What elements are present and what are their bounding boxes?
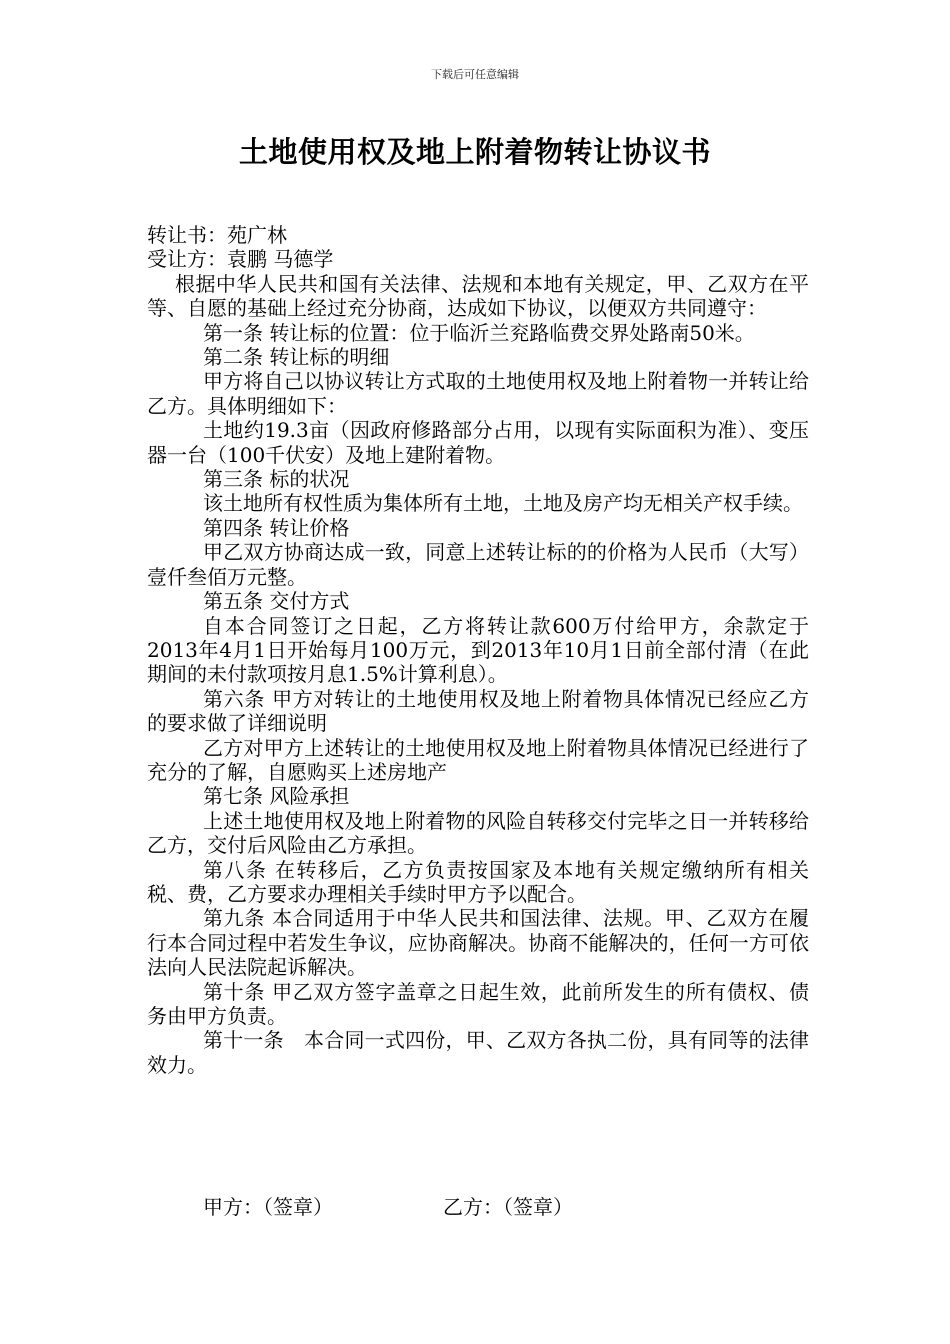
header-note: 下载后可任意编辑 — [431, 68, 519, 81]
clause-5-title: 第五条 交付方式 — [203, 589, 350, 614]
document-body — [147, 223, 809, 1077]
clause-9: 第九条 本合同适用于中华人民共和国法律、法规。甲、乙双方在履行本合同过程中若发生争议，应协商解决。协商不能解决的，任何一方可依法向人民法院起诉解决。 — [147, 906, 809, 980]
clause-2-title: 第二条 转让标的明细 — [203, 345, 390, 370]
transferee-line: 受让方：袁鹏 马德学 — [147, 247, 334, 272]
clause-8: 第八条 在转移后，乙方负责按国家及本地有关规定缴纳所有相关税、费，乙方要求办理相关手续时甲方予以配合。 — [147, 857, 809, 906]
party-a-signature: 甲方：（签章） — [203, 1195, 333, 1219]
clause-5-paragraph: 自本合同签订之日起，乙方将转让款600万付给甲方，余款定于2013年4月1日开始每月100万元，到2013年10月1日前全部付清（在此期间的未付款项按月息1.5%计算利息）。 — [147, 613, 809, 687]
clause-3-title: 第三条 标的状况 — [203, 467, 350, 492]
clause-6-paragraph: 乙方对甲方上述转让的土地使用权及地上附着物具体情况已经进行了充分的了解，自愿购买上述房地产 — [147, 735, 809, 784]
clause-7-paragraph: 上述土地使用权及地上附着物的风险自转移交付完毕之日一并转移给乙方，交付后风险由乙方承担。 — [147, 808, 809, 858]
clause-6: 第六条 甲方对转让的土地使用权及地上附着物具体情况已经应乙方的要求做了详细说明 — [147, 686, 809, 736]
party-b-signature: 乙方：（签章） — [443, 1195, 573, 1219]
transferor-line: 转让书：苑广林 — [147, 223, 287, 247]
signature-block — [203, 1195, 573, 1219]
clause-11: 第十一条 本合同一式四份，甲、乙双方各执二份，具有同等的法律效力。 — [147, 1028, 809, 1077]
clause-4-title: 第四条 转让价格 — [203, 515, 350, 540]
clause-2-paragraph-2: 土地约19.3亩（因政府修路部分占用，以现有实际面积为准）、变压器一台（100千伏安）及地上建附着物。 — [147, 418, 809, 467]
preamble-paragraph: 根据中华人民共和国有关法律、法规和本地有关规定，甲、乙双方在平等、自愿的基础上经过充分协商，达成如下协议，以便双方共同遵守： — [147, 271, 809, 321]
clause-7-title: 第七条 风险承担 — [203, 784, 350, 809]
clause-3-paragraph: 该土地所有权性质为集体所有土地，土地及房产均无相关产权手续。 — [203, 491, 803, 516]
document-title: 土地使用权及地上附着物转让协议书 — [238, 135, 711, 169]
clause-10: 第十条 甲乙双方签字盖章之日起生效，此前所发生的所有债权、债务由甲方负责。 — [147, 979, 809, 1028]
clause-1: 第一条 转让标的位置：位于临沂兰兖路临费交界处路南50米。 — [203, 320, 755, 345]
clause-2-paragraph-1: 甲方将自己以协议转让方式取的土地使用权及地上附着物一并转让给乙方。具体明细如下： — [147, 369, 809, 418]
clause-4-paragraph: 甲乙双方协商达成一致，同意上述转让标的的价格为人民币（大写）壹仟叁佰万元整。 — [147, 540, 809, 589]
